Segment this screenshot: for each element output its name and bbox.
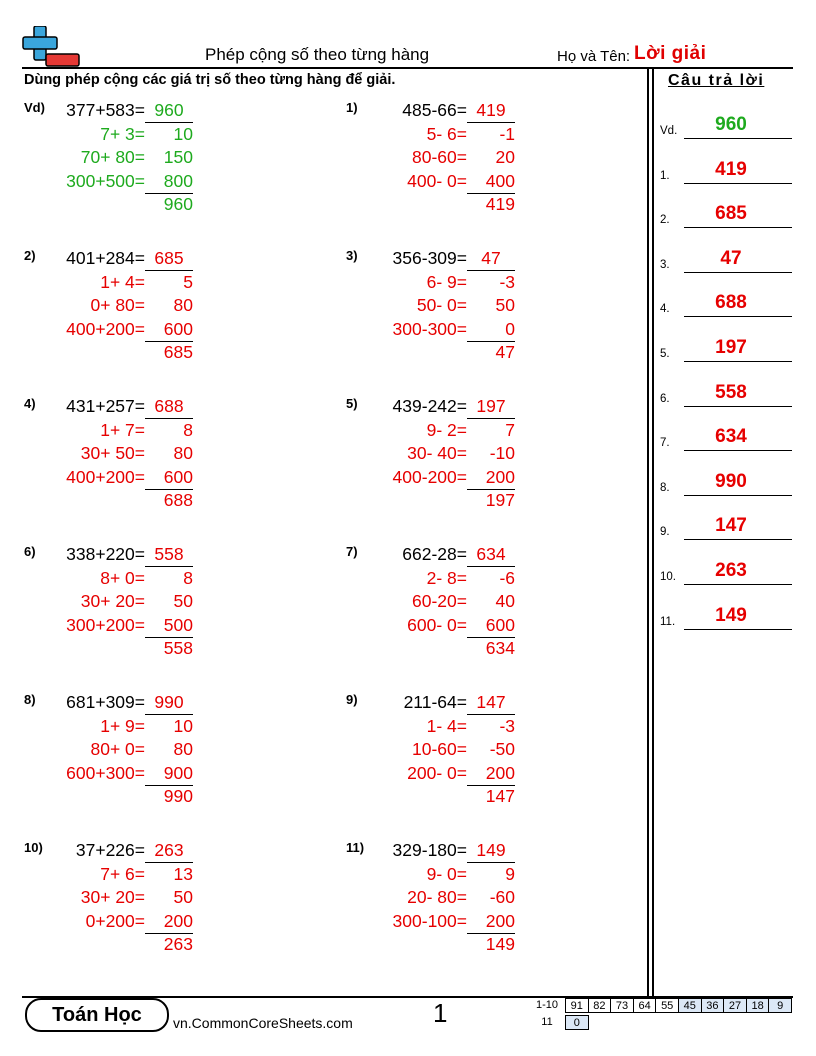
problem-answer: 685: [154, 248, 184, 268]
place-value-sum: -50: [489, 739, 515, 759]
place-value-sum: 20: [495, 147, 515, 167]
problem-number: 1): [346, 100, 358, 115]
problem-expression: 377+583=: [66, 100, 145, 120]
answer-label: 6.: [660, 392, 670, 405]
page-title: Phép cộng số theo từng hàng: [205, 45, 430, 64]
answer-row: [660, 600, 792, 630]
place-value-expression: 60-20=: [412, 591, 467, 611]
problem-total: 197: [485, 490, 515, 510]
place-value-expression: 300-100=: [392, 910, 467, 931]
place-value-expression: 20- 80=: [407, 887, 467, 907]
problem: [346, 396, 586, 526]
place-value-expression: 2- 8=: [426, 567, 467, 588]
place-value-sum: 50: [173, 887, 193, 907]
place-value-expression: 80-60=: [412, 147, 467, 167]
place-value-sum: 800: [163, 170, 193, 191]
problem-expression: 681+309=: [66, 692, 145, 712]
answer-label: 5.: [660, 348, 670, 360]
problem: [24, 692, 264, 822]
place-value-expression: 400- 0=: [407, 170, 467, 191]
answer-row: [660, 243, 792, 273]
problem-expression: 329-180=: [392, 840, 467, 860]
problem-answer: 688: [154, 396, 184, 416]
answer-line: [684, 495, 792, 496]
answer-row: [660, 466, 792, 496]
answer-value: 263: [715, 560, 747, 581]
place-value-expression: 30+ 50=: [80, 443, 145, 463]
place-value-sum: 50: [495, 295, 515, 315]
column-divider: [652, 67, 654, 997]
problem-answer: 147: [476, 692, 506, 712]
place-value-expression: 50- 0=: [416, 295, 467, 315]
place-value-sum: -1: [499, 123, 515, 144]
problem: [346, 692, 586, 822]
answer-row: [660, 287, 792, 317]
problem-expression: 662-28=: [402, 544, 467, 564]
problem: [346, 544, 586, 674]
answer-label: 4.: [660, 303, 670, 316]
answer-value: 634: [715, 426, 747, 448]
answer-value: 688: [715, 292, 747, 314]
problem-answer: 990: [154, 692, 184, 712]
place-value-sum: 200: [485, 762, 515, 783]
problem: [24, 544, 264, 674]
problem-number: 8): [24, 692, 36, 707]
answer-value: 558: [715, 381, 747, 403]
place-value-sum: 80: [173, 443, 193, 463]
answer-value: 419: [715, 158, 747, 180]
problem-expression: 439-242=: [392, 396, 467, 416]
place-value-expression: 80+ 0=: [90, 739, 145, 759]
problem-answer: 960: [154, 100, 184, 120]
problem: [24, 100, 264, 230]
place-value-sum: 600: [485, 614, 515, 635]
answer-row: [660, 421, 792, 451]
problem-total: 47: [495, 342, 515, 362]
score-row-label: 1-10: [535, 999, 559, 1011]
place-value-expression: 0+200=: [85, 910, 145, 931]
answer-label: 11.: [660, 615, 676, 628]
place-value-sum: 200: [485, 910, 515, 931]
place-value-expression: 70+ 80=: [80, 147, 145, 167]
place-value-sum: 10: [173, 715, 193, 736]
score-cell: 82: [588, 998, 612, 1013]
place-value-expression: 600- 0=: [407, 614, 467, 635]
answer-line: [684, 539, 792, 540]
problem-expression: 401+284=: [66, 248, 145, 268]
problem-total: 960: [163, 194, 193, 214]
place-value-sum: 200: [163, 910, 193, 931]
problem-total: 419: [485, 194, 515, 214]
problem: [24, 396, 264, 526]
place-value-sum: 600: [163, 466, 193, 487]
problem: [24, 840, 264, 970]
place-value-expression: 1+ 4=: [100, 271, 145, 292]
problem-number: 10): [24, 840, 43, 855]
answer-line: [684, 406, 792, 407]
place-value-sum: 13: [173, 863, 193, 884]
site-url: vn.CommonCoreSheets.com: [173, 1015, 353, 1031]
place-value-expression: 7+ 3=: [100, 123, 145, 144]
problem-number: 6): [24, 544, 36, 559]
place-value-expression: 30+ 20=: [80, 591, 145, 611]
answer-row: [660, 332, 792, 362]
problem-number: 9): [346, 692, 358, 707]
place-value-sum: -10: [489, 443, 515, 463]
place-value-expression: 30+ 20=: [80, 887, 145, 907]
place-value-sum: 0: [505, 318, 515, 339]
place-value-sum: 10: [173, 123, 193, 144]
problem-total: 990: [163, 786, 193, 806]
problem-answer: 197: [476, 396, 506, 416]
place-value-sum: 50: [173, 591, 193, 611]
problem-expression: 356-309=: [392, 248, 467, 268]
problem-total: 685: [163, 342, 193, 362]
answer-value: 149: [715, 604, 747, 626]
problem-answer: 634: [476, 544, 506, 564]
answer-line: [684, 227, 792, 228]
score-row-label: 11: [541, 1016, 553, 1028]
place-value-sum: 40: [495, 591, 515, 611]
problem-number: Vd): [24, 100, 45, 115]
place-value-expression: 10-60=: [412, 739, 467, 759]
answer-label: 10.: [660, 571, 676, 583]
place-value-sum: -6: [499, 567, 515, 588]
place-value-expression: 8+ 0=: [100, 567, 145, 588]
place-value-expression: 1+ 7=: [100, 419, 145, 440]
brand-badge: Toán Học: [25, 998, 169, 1032]
place-value-sum: 7: [505, 419, 515, 440]
problem-answer: 47: [481, 248, 501, 268]
answers-header: Câu trả lời: [668, 72, 765, 89]
place-value-expression: 6- 9=: [426, 271, 467, 292]
column-divider: [647, 67, 649, 997]
answer-line: [684, 584, 792, 585]
problem-total: 147: [485, 786, 515, 806]
score-cell: 27: [723, 998, 747, 1013]
answer-value: 197: [715, 337, 747, 358]
answer-line: [684, 629, 792, 630]
name-value: Lời giải: [634, 43, 707, 64]
answer-line: [684, 272, 792, 273]
answer-label: 8.: [660, 481, 670, 494]
answer-value: 47: [720, 247, 742, 269]
problem-number: 5): [346, 396, 358, 411]
problem-answer: 263: [154, 840, 184, 860]
answer-value: 960: [715, 114, 747, 135]
place-value-expression: 30- 40=: [407, 443, 467, 463]
problem-answer: 558: [154, 544, 184, 564]
score-cell: 0: [565, 1015, 589, 1030]
answer-row: [660, 154, 792, 184]
place-value-sum: 500: [163, 614, 193, 635]
place-value-sum: 8: [183, 419, 193, 440]
problem-number: 2): [24, 248, 36, 263]
answer-line: [684, 361, 792, 362]
problem-expression: 338+220=: [66, 544, 145, 564]
place-value-sum: 80: [173, 739, 193, 759]
score-cell: 64: [633, 998, 657, 1013]
problem: [346, 248, 586, 378]
problem: [346, 840, 586, 970]
score-cell: 91: [565, 998, 589, 1013]
place-value-sum: 600: [163, 318, 193, 339]
answer-value: 147: [715, 515, 747, 537]
name-label: Họ và Tên:: [557, 48, 631, 65]
answer-row: [660, 377, 792, 407]
place-value-sum: 8: [183, 567, 193, 588]
place-value-expression: 200- 0=: [407, 762, 467, 783]
place-value-sum: 9: [505, 863, 515, 884]
place-value-expression: 0+ 80=: [90, 295, 145, 315]
answer-label: 7.: [660, 437, 670, 450]
place-value-expression: 300+200=: [66, 614, 145, 635]
problem-expression: 211-64=: [403, 692, 467, 712]
place-value-expression: 400+200=: [66, 466, 145, 487]
problem-number: 7): [346, 544, 358, 559]
answer-row: [660, 510, 792, 540]
score-cell: 9: [768, 998, 792, 1013]
place-value-expression: 600+300=: [66, 762, 145, 783]
score-cell: 18: [746, 998, 770, 1013]
problem-expression: 431+257=: [66, 396, 145, 416]
place-value-expression: 9- 0=: [426, 863, 467, 884]
problem-number: 3): [346, 248, 358, 263]
place-value-expression: 9- 2=: [426, 419, 467, 440]
answer-label: Vd.: [660, 125, 678, 137]
page-number: 1: [433, 998, 448, 1028]
problem-expression: 37+226=: [75, 840, 145, 860]
problem-answer: 149: [476, 840, 506, 860]
place-value-expression: 300-300=: [392, 318, 467, 339]
answer-value: 685: [715, 203, 747, 225]
answer-row: [660, 198, 792, 228]
score-cell: 36: [701, 998, 725, 1013]
problem-total: 149: [485, 934, 515, 954]
place-value-expression: 1- 4=: [426, 715, 467, 736]
answer-line: [684, 138, 792, 139]
place-value-sum: -3: [499, 715, 515, 736]
place-value-expression: 400+200=: [66, 318, 145, 339]
score-cell: 73: [610, 998, 634, 1013]
place-value-expression: 300+500=: [66, 170, 145, 191]
problem: [24, 248, 264, 378]
problem-expression: 485-66=: [402, 100, 467, 120]
answer-line: [684, 316, 792, 317]
problem: [346, 100, 586, 230]
place-value-expression: 1+ 9=: [100, 715, 145, 736]
place-value-sum: -3: [499, 271, 515, 292]
score-cell: 45: [678, 998, 702, 1013]
problem-total: 263: [163, 934, 193, 954]
answer-label: 9.: [660, 526, 670, 539]
problem-total: 634: [485, 638, 515, 658]
answer-label: 2.: [660, 214, 670, 227]
problem-total: 558: [163, 638, 193, 658]
problem-number: 11): [346, 840, 365, 855]
answer-line: [684, 183, 792, 184]
place-value-expression: 7+ 6=: [100, 863, 145, 884]
answer-label: 3.: [660, 258, 670, 271]
place-value-sum: -60: [489, 887, 515, 907]
place-value-sum: 150: [163, 147, 193, 167]
problem-total: 688: [163, 490, 193, 510]
place-value-sum: 80: [173, 295, 193, 315]
place-value-sum: 200: [485, 466, 515, 487]
problem-number: 4): [24, 396, 36, 411]
problem-answer: 419: [476, 100, 506, 120]
place-value-expression: 5- 6=: [426, 123, 467, 144]
answer-row: [660, 109, 792, 139]
place-value-expression: 400-200=: [392, 466, 467, 487]
answer-row: [660, 555, 792, 585]
answer-line: [684, 450, 792, 451]
score-cell: 55: [655, 998, 679, 1013]
instructions: Dùng phép cộng các giá trị số theo từng hàng để giải.: [24, 72, 396, 88]
place-value-sum: 900: [163, 762, 193, 783]
answer-value: 990: [715, 470, 747, 492]
header-divider: [22, 67, 793, 69]
plus-minus-logo-icon: [22, 26, 80, 68]
place-value-sum: 5: [183, 271, 193, 292]
place-value-sum: 400: [485, 170, 515, 191]
answer-label: 1.: [660, 169, 670, 182]
